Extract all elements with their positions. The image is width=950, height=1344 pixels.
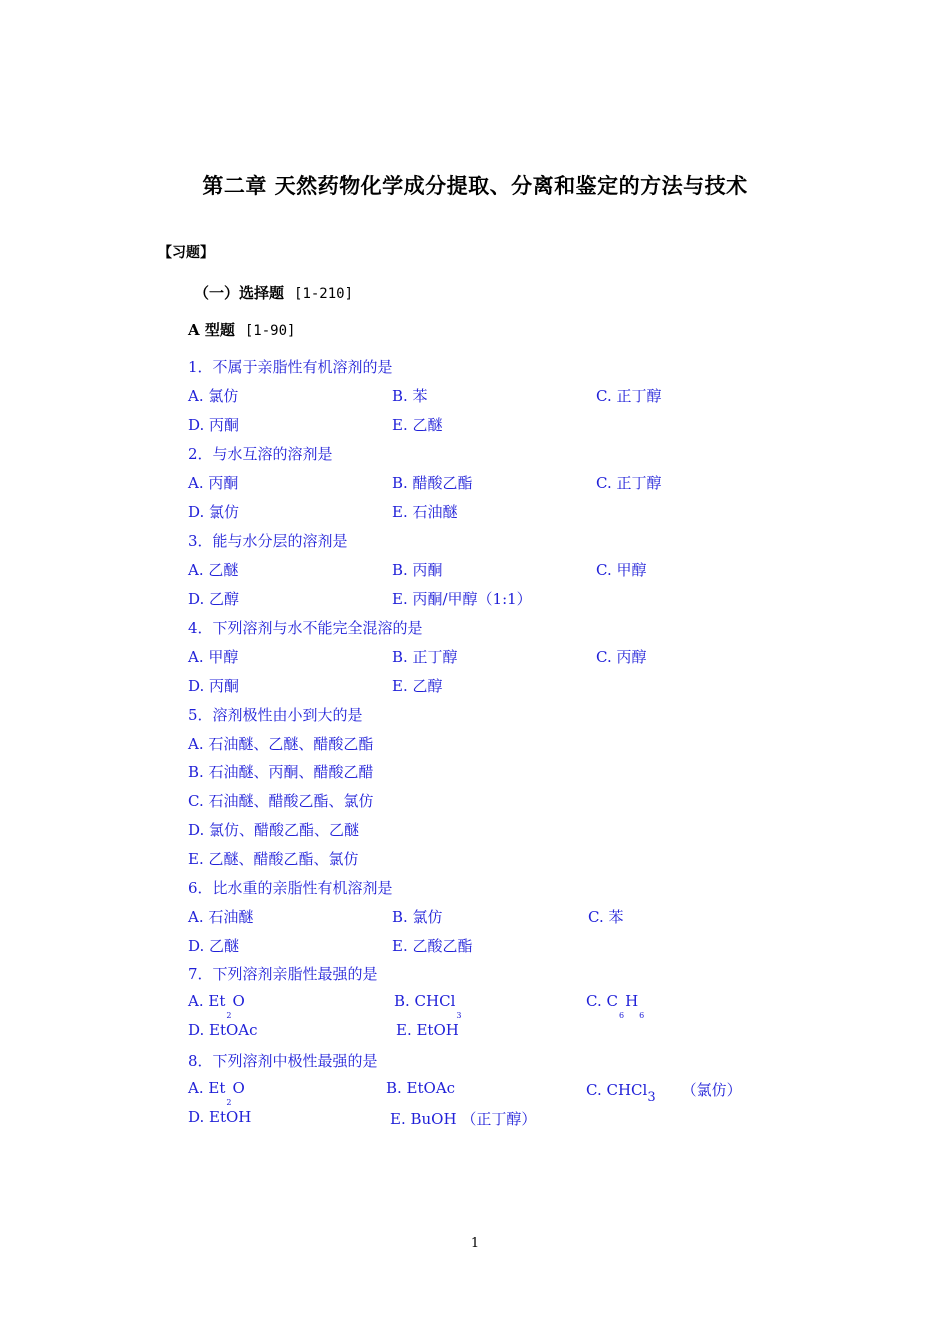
question-2: 2．与水互溶的溶剂是: [188, 445, 333, 463]
q8-option-c-note: （氯仿）: [681, 1081, 742, 1099]
q6-option-a: A. 石油醚: [188, 908, 254, 926]
q8-option-c: [586, 1079, 742, 1105]
exercise-heading: 【习题】: [158, 245, 214, 261]
q3-option-e: E. 丙酮/甲醇（1:1）: [392, 590, 532, 608]
q7-option-a-tail: O: [232, 992, 245, 1010]
section-heading: [194, 282, 353, 303]
section-label: （一）选择题: [194, 284, 285, 302]
q8-option-a-tail: O: [232, 1079, 245, 1097]
q7-option-c-subscript-1: 6: [618, 1011, 625, 1020]
q4-option-b: B. 正丁醇: [392, 648, 458, 666]
q3-option-a: A. 乙醚: [188, 561, 239, 579]
q7-option-a-text: A. Et: [188, 992, 226, 1010]
q8-option-d: D. EtOH: [188, 1108, 252, 1126]
q6-option-e: E. 乙酸乙酯: [392, 937, 473, 955]
question-4: 4．下列溶剂与水不能完全混溶的是: [188, 619, 423, 637]
question-1: 1．不属于亲脂性有机溶剂的是: [188, 358, 393, 376]
question-3: 3．能与水分层的溶剂是: [188, 532, 348, 550]
q5-option-e: E. 乙醚、醋酸乙酯、氯仿: [188, 850, 359, 868]
q3-option-c: C. 甲醇: [596, 561, 647, 579]
q4-option-a: A. 甲醇: [188, 648, 239, 666]
q7-option-b-text: B. CHCl: [394, 992, 456, 1010]
question-7: 7．下列溶剂亲脂性最强的是: [188, 965, 378, 983]
q7-option-e: E. EtOH: [396, 1021, 459, 1039]
q5-option-b: B. 石油醚、丙酮、醋酸乙醋: [188, 763, 374, 781]
question-5: 5．溶剂极性由小到大的是: [188, 706, 363, 724]
q8-option-a-text: A. Et: [188, 1079, 226, 1097]
q8-option-b: B. EtOAc: [386, 1079, 456, 1097]
q6-option-b: B. 氯仿: [392, 908, 443, 926]
q8-option-c-text: C. CHCl: [586, 1081, 648, 1099]
q6-option-d: D. 乙醚: [188, 937, 240, 955]
q2-option-b: B. 醋酸乙酯: [392, 474, 473, 492]
q7-option-a: [188, 992, 245, 1020]
q8-option-a-subscript: 2: [226, 1098, 232, 1107]
q3-option-d: D. 乙醇: [188, 590, 240, 608]
q3-option-b: B. 丙酮: [392, 561, 443, 579]
q7-option-b: [394, 992, 463, 1020]
q2-option-c: C. 正丁醇: [596, 474, 662, 492]
q1-option-c: C. 正丁醇: [596, 387, 662, 405]
q4-option-d: D. 丙酮: [188, 677, 240, 695]
q1-option-d: D. 丙酮: [188, 416, 240, 434]
question-8: 8．下列溶剂中极性最强的是: [188, 1052, 378, 1070]
q2-option-e: E. 石油醚: [392, 503, 458, 521]
type-a-label: A 型题: [188, 321, 235, 339]
q2-option-a: A. 丙酮: [188, 474, 239, 492]
q7-option-c: [586, 992, 645, 1020]
section-range: [1-210]: [294, 286, 354, 302]
q8-option-e: E. BuOH （正丁醇）: [390, 1110, 537, 1128]
q8-option-c-subscript: 3: [647, 1090, 656, 1105]
q5-option-a: A. 石油醚、乙醚、醋酸乙酯: [188, 735, 374, 753]
q7-option-c-text: C. C: [586, 992, 618, 1010]
q1-option-e: E. 乙醚: [392, 416, 443, 434]
q7-option-d: D. EtOAc: [188, 1021, 258, 1039]
q7-option-c-subscript-2: 6: [639, 1011, 645, 1020]
q1-option-b: B. 苯: [392, 387, 428, 405]
q2-option-d: D. 氯仿: [188, 503, 240, 521]
q4-option-e: E. 乙醇: [392, 677, 443, 695]
q7-option-c-mid: H: [625, 992, 639, 1010]
q5-option-c: C. 石油醚、醋酸乙酯、氯仿: [188, 792, 374, 810]
type-a-heading: [188, 319, 295, 340]
type-a-range: [1-90]: [244, 323, 296, 339]
page-number: 1: [470, 1236, 480, 1251]
q7-option-b-subscript: 3: [456, 1011, 462, 1020]
page-title: 第二章 天然药物化学成分提取、分离和鉴定的方法与技术: [202, 173, 748, 198]
q8-option-a: [188, 1079, 245, 1107]
q5-option-d: D. 氯仿、醋酸乙酯、乙醚: [188, 821, 360, 839]
q7-option-a-subscript: 2: [226, 1011, 232, 1020]
question-6: 6．比水重的亲脂性有机溶剂是: [188, 879, 393, 897]
q4-option-c: C. 丙醇: [596, 648, 647, 666]
q6-option-c: C. 苯: [588, 908, 624, 926]
q1-option-a: A. 氯仿: [188, 387, 239, 405]
